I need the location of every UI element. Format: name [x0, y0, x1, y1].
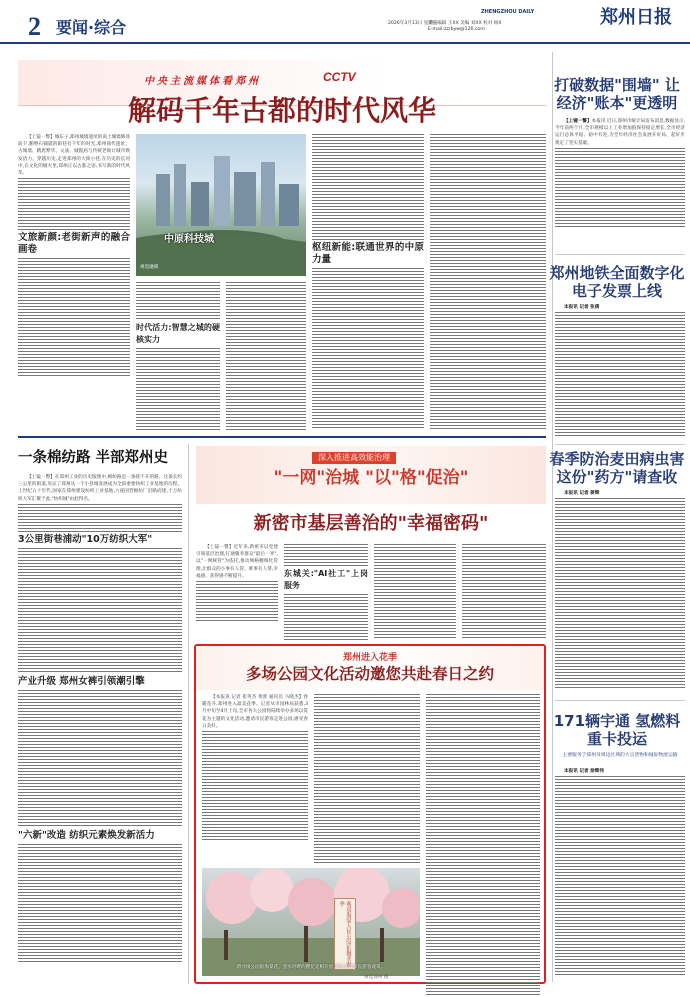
right-article-1-title: 打破数据"围墙" 让经济"账本"更透明 [554, 76, 680, 112]
newspaper-logo: 郑州日报 [600, 7, 672, 28]
divider-right-1 [555, 254, 685, 255]
right-article-4-subtitle: 主要服务于郑州及周边区域的大宗货物和城际物流运输 [562, 753, 678, 758]
promo-title: "一网"治城 "以"格"促治" [273, 468, 469, 488]
tour-title: 多场公园文化活动邀您共赴春日之约 [245, 665, 494, 683]
cotton-road-subhead-2: 产业升级 郑州女裤引领潮引擎 [18, 675, 145, 687]
masthead [0, 0, 690, 44]
publication-en: ZHENGZHOU DAILY [481, 9, 535, 15]
right-article-3-title: 春季防治麦田病虫害 这份"药方"请查收 [549, 450, 685, 486]
city-skyline-illustration [136, 134, 306, 276]
civic-body-col3 [374, 544, 456, 640]
photo-caption: 碧沙岗公园的海棠花、金水河畔的樱花竞相开放,吸引众多市民游客观赏。 [236, 965, 386, 970]
cctv-logo: CCTV [323, 70, 356, 84]
photo-credit-tour: 视觉郑州 摄 [364, 975, 389, 980]
flower-photo [202, 868, 420, 976]
photo-caption-tag: 中原科技城 [164, 234, 214, 245]
tour-body-col1: 【本报讯 记者 崔英杰 黄蕾 通讯员 马晓杰】春暖花开,郑州进入最美花季。记者从市园林局获悉,3月中旬至4月上旬,全市各大公园将陆续举办多场以赏花为主题的文化活动,邀请市民游客走进公园,感受春日美好。 [202, 694, 308, 864]
civic-title: 新密市基层善治的"幸福密码" [253, 513, 489, 534]
cotton-road-body: 【上镜一瞥】在郑州工业的历史版图中,棉纺路是一条绕不开的路。这条长约三公里的街道,见证了郑州从一个小县城发展成为全国重要纺织工业基地的历程。上世纪五十年代,国家在郑州建设纺织工业基地,六座国营棉纺厂沿路而建,十万纺织大军汇聚于此,"纺织城"由此得名。 3公里街巷浦动"10万纺织大军" 产业升级 郑州女裤引领潮引擎 "六新"改造 纺织元素焕发新活力 [18, 474, 182, 980]
right-article-3-body: 本报讯 记者 蒋辉 [555, 490, 685, 694]
page-number: 2 [28, 12, 41, 41]
lead-body-col2 [136, 282, 220, 430]
editor-credits: 责任编辑 王XX 美编 刘XX 校对 杨X [428, 21, 502, 26]
tour-article-box[interactable] [194, 644, 546, 984]
lead-body-col4 [312, 134, 424, 430]
lead-body-col1: 【上镜一瞥】城东子,郑州城墙遗址的南上城墙修葺前夕,鹅卵石铺就的街巷有千年的时光,郑州商代遗址、古城墙、隋唐繁华、文庙、城隍庙与传统老街让城市焕发活力。穿越历史,走进郑州的大街小巷,在历史的长河中,在文化的烟火里,郑州正以古都之姿,书写新的时代风华。 文旅新颜:老街新声的融合画卷 [18, 134, 130, 430]
lead-subhead-2: 时代活力:智慧之城的硬核实力 [136, 323, 220, 344]
lead-subhead-1: 文旅新颜:老街新声的融合画卷 [18, 232, 130, 256]
sign-board-text: 观赏海棠人民公园拍摄美春季 [338, 901, 351, 967]
cotton-road-subhead-3: "六新"改造 纺织元素焕发新活力 [18, 829, 155, 841]
divider-right-2 [555, 444, 685, 445]
banner-kicker: 中央主流媒体看郑州 [144, 76, 261, 87]
divider-right-3 [555, 700, 685, 701]
photo-credit: 视觉融媒 [140, 265, 159, 270]
right-article-2-body: 本报讯 记者 张倩 [555, 304, 685, 440]
editor-email: E-mail:zzrbyw@126.com [428, 27, 485, 32]
sign-board [334, 898, 356, 970]
civic-subhead-1: 东城关:"AI社工"上岗服务 [284, 569, 368, 590]
right-article-2-title: 郑州地铁全面数字化 电子发票上线 [549, 264, 685, 300]
promo-label: 深入推进高效能治理 [312, 452, 396, 464]
tour-body-col3 [426, 694, 540, 997]
lead-body-col3 [226, 282, 306, 430]
civic-body-col1: 【上镜一瞥】近年来,新密市以党建引领基层治理,打通服务群众"最后一米",以"一网统管"为依托,推动网格精细化管理,让群众的小事有人管、难事有人帮,幸福感、获得感不断提升。 [196, 544, 278, 640]
right-article-4-title: 171辆宇通 氢燃料重卡投运 [553, 712, 681, 748]
divider-col2 [188, 444, 189, 984]
promo-banner [196, 446, 546, 504]
cotton-road-title: 一条棉纺路 半部郑州史 [18, 450, 169, 466]
right-article-1-body: 【上镜一瞥】本报讯 近日,郑州市统计局发布消息,数据显示,今年前两个月,全市规模以上工业增加值保持稳定增长,全市经济运行总体平稳、稳中有进,为全年经济社会发展开好局、起好步奠定了坚实基础。 [555, 118, 685, 250]
lead-body-col5 [430, 134, 546, 430]
divider-lead [18, 436, 546, 438]
city-photo [136, 134, 306, 276]
flower-illustration [202, 868, 420, 976]
divider-right [552, 52, 553, 982]
cotton-road-subhead-1: 3公里街巷浦动"10万纺织大军" [18, 533, 153, 545]
publication-date: 2026年3月13日 星期五 [388, 21, 438, 26]
right-article-4-body: 本报讯 记者 徐辉伟 [555, 768, 685, 980]
lead-title: 解码千年古都的时代风华 [127, 94, 436, 127]
lead-subhead-3: 枢纽新能:联通世界的中原力量 [312, 242, 424, 265]
civic-body-col4 [462, 544, 546, 640]
section-title: 要闻·综合 [56, 18, 127, 37]
civic-body-col2 [284, 544, 368, 640]
tour-kicker: 郑州进入花季 [342, 653, 397, 663]
tour-body-col2 [314, 694, 420, 864]
tour-header-band [196, 646, 544, 690]
